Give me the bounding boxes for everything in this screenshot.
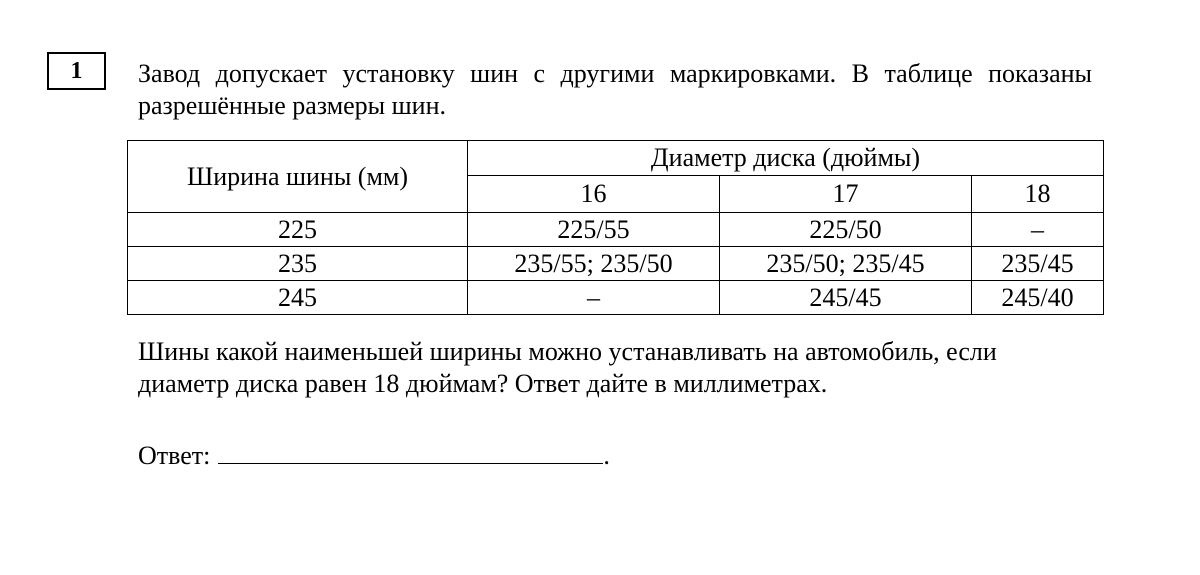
answer-label: Ответ:: [138, 441, 211, 470]
table-row: [128, 247, 1104, 281]
diameter-18-header: 18: [972, 176, 1104, 213]
size-cell: –: [972, 213, 1104, 247]
task-question: Шины какой наименьшей ширины можно устанавливать на автомобиль, если диаметр диска равен 18 дюймам? Ответ дайте в миллиметрах.: [138, 337, 997, 398]
size-cell: 235/50; 235/45: [720, 247, 972, 281]
size-cell: –: [468, 281, 720, 315]
answer-period: .: [603, 441, 610, 470]
diameter-17-header: 17: [720, 176, 972, 213]
width-column-header: Ширина шины (мм): [128, 141, 468, 213]
width-cell: 245: [128, 281, 468, 315]
task-number: 1: [70, 57, 83, 84]
size-cell: 225/50: [720, 213, 972, 247]
width-cell: 225: [128, 213, 468, 247]
task-number-box: [47, 52, 106, 90]
diameter-16-header: 16: [468, 176, 720, 213]
size-cell: 245/45: [720, 281, 972, 315]
diameter-group-header: Диаметр диска (дюймы): [468, 141, 1104, 176]
table-header-row: [128, 141, 1104, 176]
size-cell: 235/45: [972, 247, 1104, 281]
answer-blank[interactable]: [218, 437, 603, 464]
tire-size-table: [127, 140, 1104, 315]
size-cell: 225/55: [468, 213, 720, 247]
task-intro: Завод допускает установку шин с другими маркировками. В таблице показаны разрешённые размеры шин.: [138, 59, 1092, 120]
answer-line: [138, 437, 610, 472]
table-row: [128, 281, 1104, 315]
width-cell: 235: [128, 247, 468, 281]
table-row: [128, 213, 1104, 247]
size-cell: 235/55; 235/50: [468, 247, 720, 281]
size-cell: 245/40: [972, 281, 1104, 315]
